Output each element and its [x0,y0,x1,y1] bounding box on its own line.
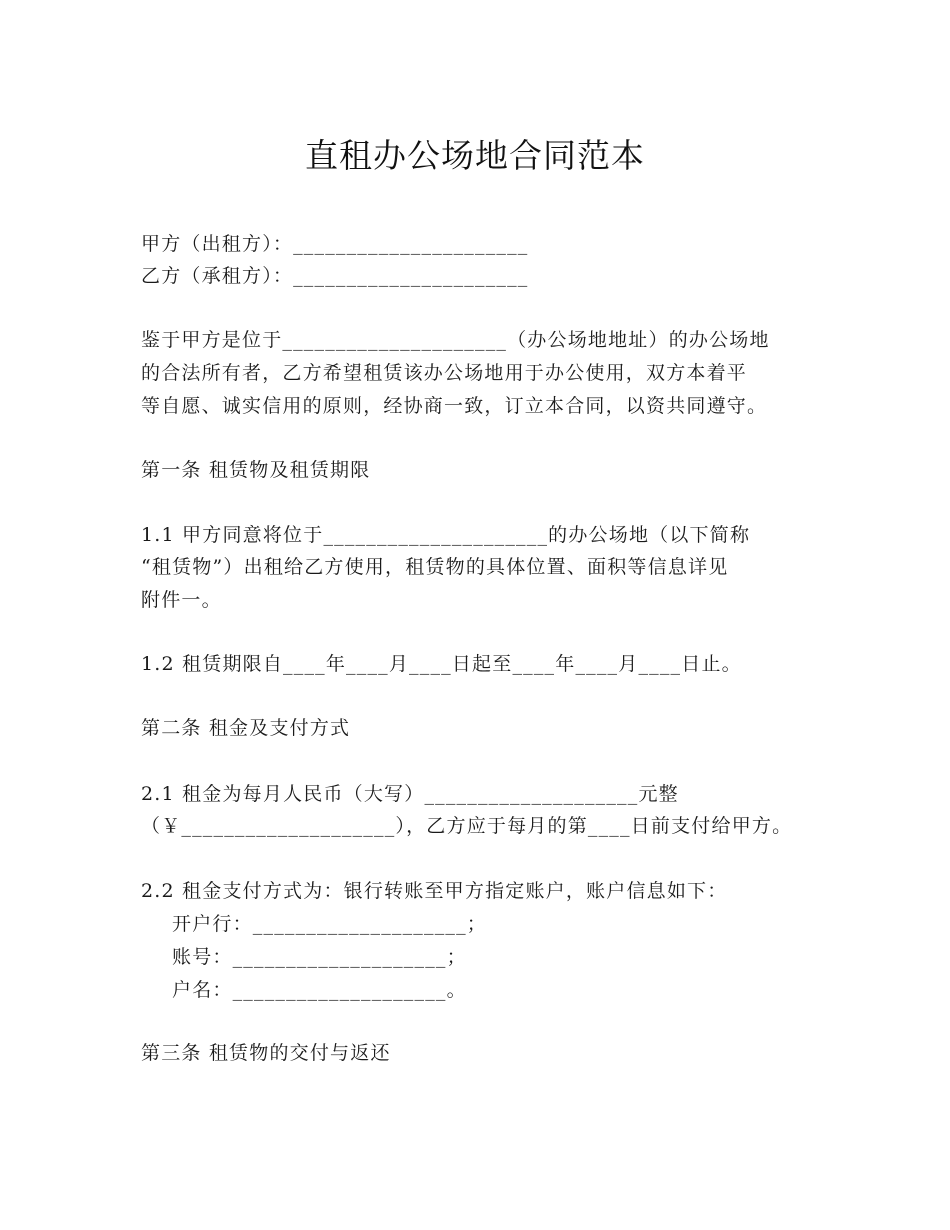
account-line: 账号：____________________； [172,946,467,968]
preamble-line-3: 等自愿、诚实信用的原则，经协商一致，订立本合同，以资共同遵守。 [141,395,768,417]
preamble-line-1: 鉴于甲方是位于_____________________（办公场地地址）的办公场地 [141,329,770,351]
clause-1-2: 1.2 租赁期限自____年____月____日起至____年____月____日止。 [141,653,742,675]
clause-2-1-line-1: 2.1 租金为每月人民币（大写）____________________元整 [141,783,679,805]
clause-1-1-line-1: 1.1 甲方同意将位于_____________________的办公场地（以下简称 [141,524,751,546]
preamble-line-2: 的合法所有者，乙方希望租赁该办公场地用于办公使用，双方本着平 [141,362,748,384]
account-name-line: 户名：____________________。 [172,979,467,1001]
article-1-heading: 第一条 租赁物及租赁期限 [141,459,371,481]
clause-1-1-line-2: “租赁物”）出租给乙方使用，租赁物的具体位置、面积等信息详见 [141,556,729,578]
article-3-heading: 第三条 租赁物的交付与返还 [141,1042,391,1064]
document-title: 直租办公场地合同范本 [305,136,645,175]
party-a-line: 甲方（出租方）：______________________ [141,233,529,255]
clause-2-1-line-2: （￥____________________），乙方应于每月的第____日前支付给甲方。 [141,815,793,837]
clause-2-2-intro: 2.2 租金支付方式为：银行转账至甲方指定账户，账户信息如下： [141,880,728,902]
clause-1-1-line-3: 附件一。 [141,589,222,611]
party-b-line: 乙方（承租方）：______________________ [141,265,529,287]
article-2-heading: 第二条 租金及支付方式 [141,717,351,739]
bank-line: 开户行：____________________； [172,913,488,935]
